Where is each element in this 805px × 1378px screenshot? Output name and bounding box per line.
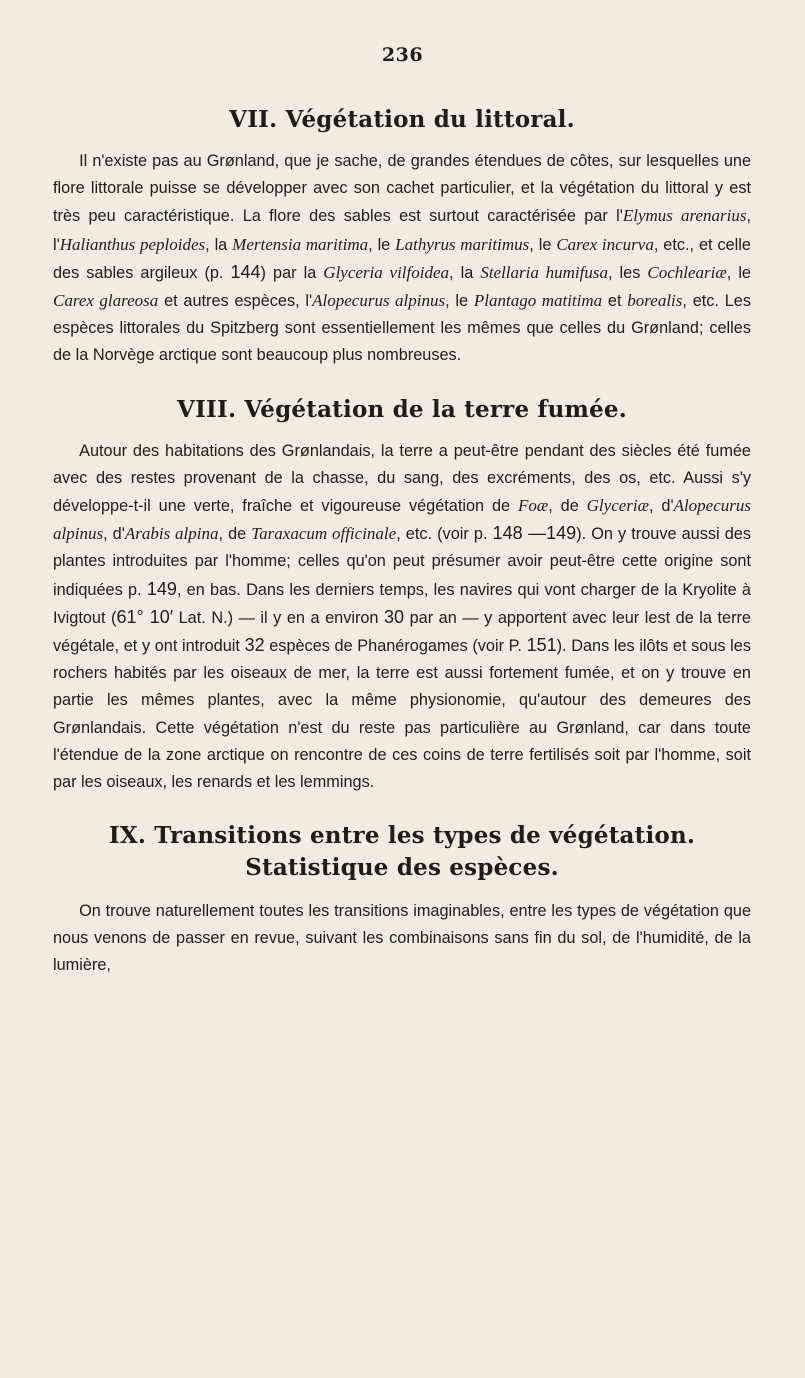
section-title: VII. Végétation du littoral. — [229, 106, 575, 133]
section-title: VIII. Végétation de la terre fumée. — [177, 395, 627, 423]
section-paragraph: Il n'existe pas au Grønland, que je sache, de grandes étendues de côtes, sur lesquelles une flore littorale puisse se développer avec son cachet particulier, et la végétation du littoral y est très peu caractéristique. La flore des sables est surtout caractérisée par l'Elymus arenarius, l'Halianthus peploides, la Mertensia maritima, le Lathyrus maritimus, le Carex incurva, etc., et celle des sables argileux (p. 144) par la Glyceria vilfoidea, la Stellaria humifusa, les Cochleariæ, le Carex glareosa et autres espèces, l'Alopecurus alpinus, le Plantago matitima et borealis, etc. Les espèces littorales du Spitzberg sont essentiellement les mêmes que celles du Grønland; celles de la Norvège arctique sont beaucoup plus nombreuses. — [53, 152, 751, 365]
section-paragraph: On trouve naturellement toutes les transitions imaginables, entre les types de végétation que nous venons de passer en revue, suivant les combinaisons sans fin du sol, de l'humidité, de la lumière, — [53, 902, 751, 975]
section-paragraph: Autour des habitations des Grønlandais, la terre a peut-être pendant des siècles été fumée avec des restes provenant de la chasse, du sang, des excréments, des os, etc. Aussi s'y développe-t-il une verte, fraîche et vigoureuse végétation de Foæ, de Glyceriæ, d'Alopecurus alpinus, d'Arabis alpina, de Taraxacum officinale, etc. (voir p. 148 —149). On y trouve aussi des plantes introduites par l'homme; celles qu'on peut présumer avoir peut-être cette origine sont indiquées p. 149, en bas. Dans les derniers temps, les navires qui vont charger de la Kryolite à Ivigtout (61° 10′ Lat. N.) — il y en a environ 30 par an — y apportent avec leur lest de la terre végétale, et y ont introduit 32 espèces de Phanérogames (voir P. 151). Dans les ilôts et sous les rochers habités par les oiseaux de mer, la terre est aussi fortement fumée, et on y trouve en partie les mêmes plantes, avec la même physionomie, qu'autour des demeures des Grønlandais. Cette végétation n'est du reste pas particulière au Grønland, car dans toute l'étendue de la zone arctique on rencontre de ces coins de terre fertilisés soit par l'homme, soit par les oiseaux, les renards et les lemmings. — [53, 441, 751, 792]
section-ix-transitions — [53, 820, 751, 979]
section-vii-littoral — [53, 104, 751, 370]
page-number: 236 — [381, 44, 424, 66]
section-title: IX. Transitions entre les types de végétation. Statistique des espèces. — [108, 822, 696, 882]
page-content — [53, 104, 751, 979]
section-viii-terre-fumee — [53, 394, 751, 797]
